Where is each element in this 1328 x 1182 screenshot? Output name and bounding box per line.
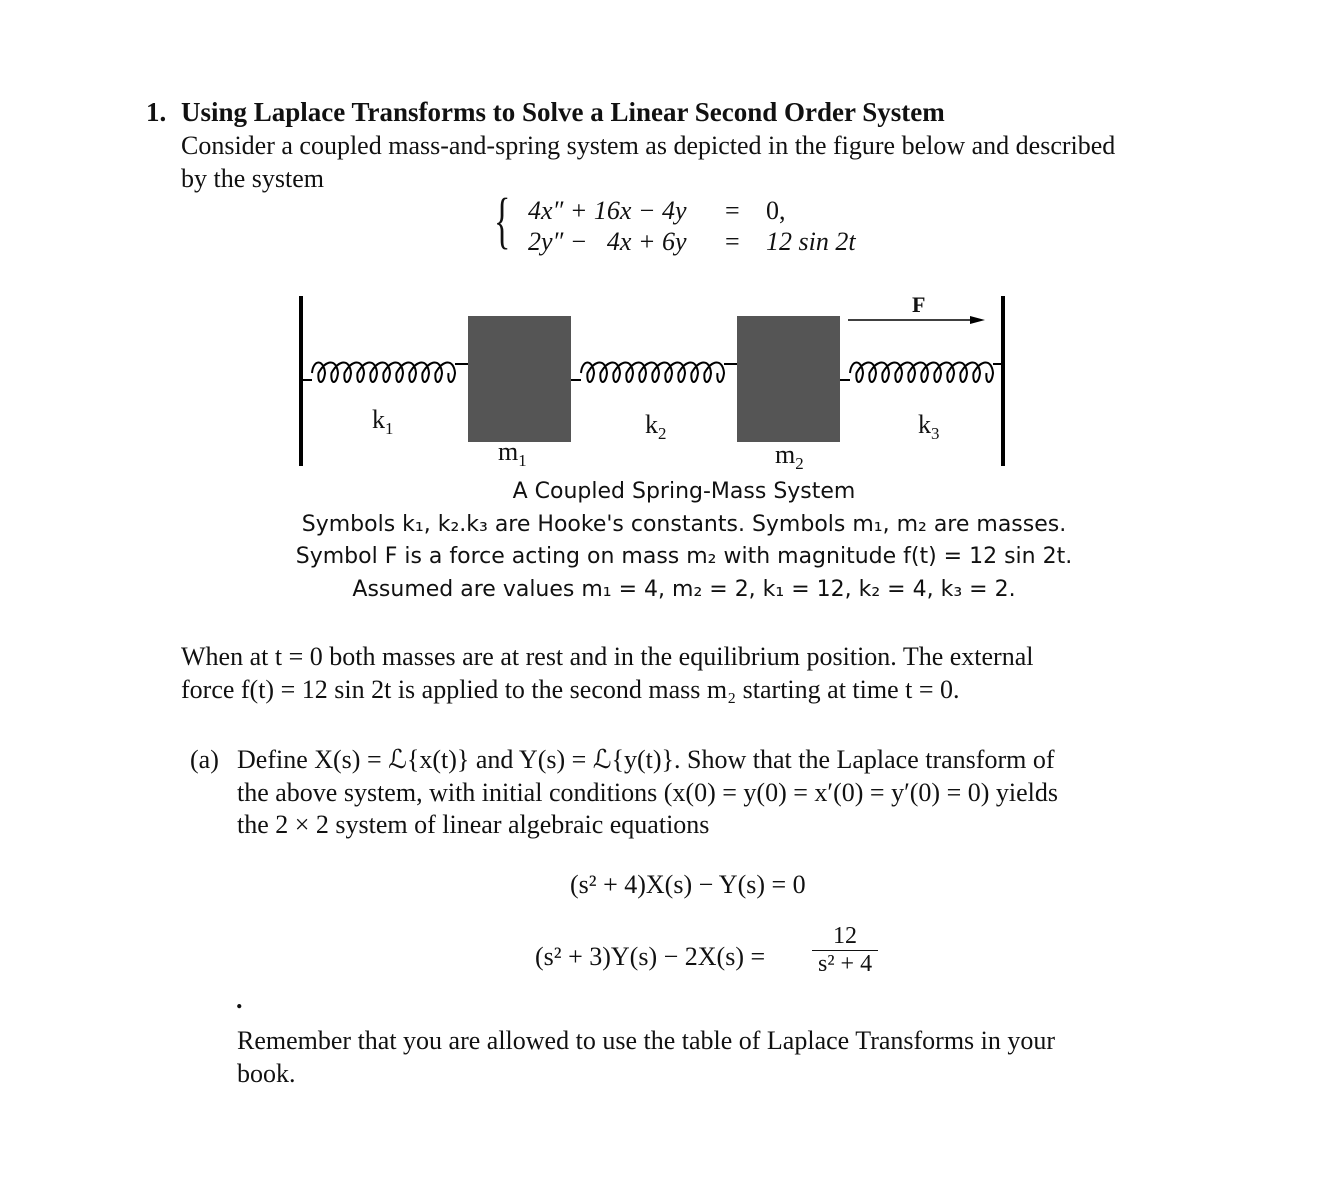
spring-k1 <box>302 363 468 383</box>
spring-k2 <box>571 363 737 383</box>
label-m1: $m_1$ <box>498 437 527 470</box>
caption-line-1: Symbols k₁, k₂.k₃ are Hooke's constants. Symbols m₁, m₂ are masses. <box>301 512 1067 537</box>
system-eq1-lhs: 4x″ + 16x − 4y <box>528 196 687 225</box>
problem-number: 1. <box>146 97 167 127</box>
label-k1: $k_1$ <box>372 405 394 438</box>
system-eq2-rhs: 12 sin 2t <box>766 227 856 256</box>
part-a-line-1: Define X(s) = ℒ{x(t)} and Y(s) = ℒ{y(t)}. Show that the Laplace transform of <box>237 745 1055 774</box>
remember-line-2: book. <box>237 1059 296 1088</box>
spring-mass-figure <box>290 288 1020 473</box>
label-k2: $k_2$ <box>645 410 667 443</box>
label-m2: $m_2$ <box>775 440 804 473</box>
system-eq1-rhs: 0, <box>766 196 786 225</box>
paragraph-line-2: force f(t) = 12 sin 2t is applied to the second mass m₂ starting at time t = 0. <box>181 675 960 704</box>
system-eq1-equals: = <box>725 196 740 225</box>
system-eq2-lhs: 2y″ − 4x + 6y <box>528 227 687 256</box>
caption-line-3: Assumed are values m₁ = 4, m₂ = 2, k₁ = 12, k₂ = 4, k₃ = 2. <box>352 577 1016 602</box>
stray-dot: . <box>236 985 243 1014</box>
caption-title: A Coupled Spring-Mass System <box>512 479 856 504</box>
algebraic-eq-2-fraction <box>812 923 878 978</box>
part-a-label: (a) <box>190 745 219 774</box>
spring-k3 <box>840 363 1002 383</box>
label-k3: $k_3$ <box>918 410 940 443</box>
part-a-line-3: the 2 × 2 system of linear algebraic equations <box>237 810 710 839</box>
problem-title: Using Laplace Transforms to Solve a Linear Second Order System <box>181 97 945 127</box>
system-eq2-equals: = <box>725 227 740 256</box>
force-arrow-head <box>970 316 985 324</box>
fraction-numerator: 12 <box>812 923 878 951</box>
fraction-denominator: s² + 4 <box>818 951 873 977</box>
part-a-line-2: the above system, with initial conditions (x(0) = y(0) = x′(0) = y′(0) = 0) yields <box>237 778 1058 807</box>
algebraic-eq-2-lhs: (s² + 3)Y(s) − 2X(s) = <box>535 942 766 971</box>
caption-line-2: Symbol F is a force acting on mass m₂ with magnitude f(t) = 12 sin 2t. <box>295 544 1073 569</box>
mass-m1 <box>468 316 571 442</box>
mass-m2 <box>737 316 840 442</box>
remember-line-1: Remember that you are allowed to use the table of Laplace Transforms in your <box>237 1026 1056 1055</box>
intro-line-2: by the system <box>181 164 324 193</box>
algebraic-eq-1: (s² + 4)X(s) − Y(s) = 0 <box>570 870 806 899</box>
force-label: F <box>912 292 926 317</box>
system-brace: { <box>494 187 511 255</box>
intro-line-1: Consider a coupled mass-and-spring system as depicted in the figure below and described <box>181 131 1116 160</box>
paragraph-line-1: When at t = 0 both masses are at rest and in the equilibrium position. The external <box>181 642 1034 671</box>
